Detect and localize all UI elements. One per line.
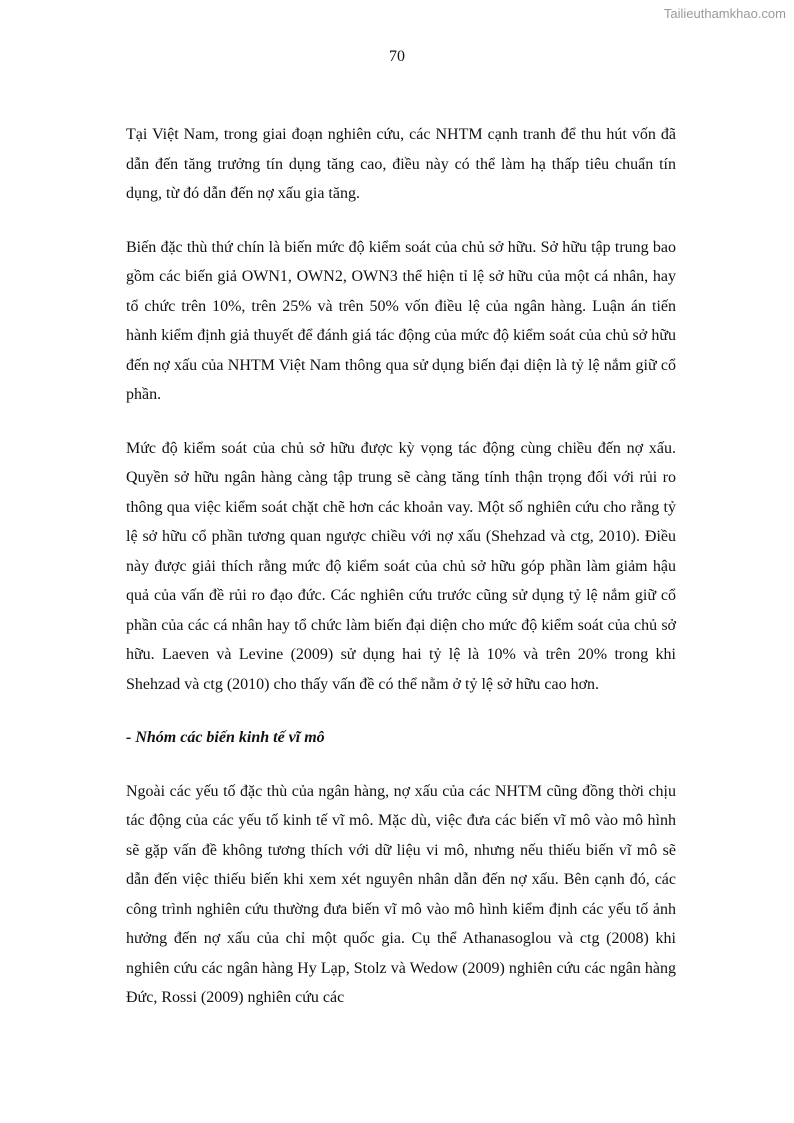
watermark-text: Tailieuthamkhao.com (663, 6, 786, 21)
document-body (126, 120, 676, 1037)
section-heading: - Nhóm các biến kinh tế vĩ mô (126, 729, 325, 746)
paragraph-4: Ngoài các yếu tố đặc thù của ngân hàng, nợ xấu của các NHTM cũng đồng thời chịu tác động của các yếu tố kinh tế vĩ mô. Mặc dù, việc đưa các biến vĩ mô vào mô hình sẽ gặp vấn đề không tương thích với dữ liệu vi mô, nhưng nếu thiếu biến vĩ mô sẽ dẫn đến việc thiếu biến khi xem xét nguyên nhân dẫn đến nợ xấu. Bên cạnh đó, các công trình nghiên cứu thường đưa biến vĩ mô vào mô hình kiểm định các yếu tố ảnh hưởng đến nợ xấu của chỉ một quốc gia. Cụ thể Athanasoglou và ctg (2008) khi nghiên cứu các ngân hàng Hy Lạp, Stolz và Wedow (2009) nghiên cứu các ngân hàng Đức, Rossi (2009) nghiên cứu các (126, 782, 676, 1006)
page-number: 70 (389, 48, 405, 65)
paragraph-2: Biến đặc thù thứ chín là biến mức độ kiểm soát của chủ sở hữu. Sở hữu tập trung bao gồm các biến giả OWN1, OWN2, OWN3 thể hiện tỉ lệ sở hữu của một cá nhân, hay tổ chức trên 10%, trên 25% và trên 50% vốn điều lệ của ngân hàng. Luận án tiến hành kiểm định giả thuyết để đánh giá tác động của mức độ kiểm soát của chủ sở hữu đến nợ xấu của NHTM Việt Nam thông qua sử dụng biến đại diện là tỷ lệ nắm giữ cổ phần. (126, 238, 676, 403)
paragraph-1: Tại Việt Nam, trong giai đoạn nghiên cứu, các NHTM cạnh tranh để thu hút vốn đã dẫn đến tăng trưởng tín dụng tăng cao, điều này có thể làm hạ thấp tiêu chuẩn tín dụng, từ đó dẫn đến nợ xấu gia tăng. (126, 126, 676, 202)
paragraph-3: Mức độ kiểm soát của chủ sở hữu được kỳ vọng tác động cùng chiều đến nợ xấu. Quyền sở hữu ngân hàng càng tập trung sẽ càng tăng tính thận trọng đối với rủi ro thông qua việc kiểm soát chặt chẽ hơn các khoản vay. Một số nghiên cứu cho rằng tỷ lệ sở hữu cổ phần tương quan ngược chiều với nợ xấu (Shehzad và ctg, 2010). Điều này được giải thích rằng mức độ kiểm soát của chủ sở hữu góp phần làm giảm hậu quả của vấn đề rủi ro đạo đức. Các nghiên cứu trước cũng sử dụng tỷ lệ nắm giữ cổ phần của các cá nhân hay tổ chức làm biến đại diện cho mức độ kiểm soát của chủ sở hữu. Laeven và Levine (2009) sử dụng hai tỷ lệ là 10% và trên 20% trong khi Shehzad và ctg (2010) cho thấy vấn đề có thể nằm ở tỷ lệ sở hữu cao hơn. (126, 439, 676, 693)
